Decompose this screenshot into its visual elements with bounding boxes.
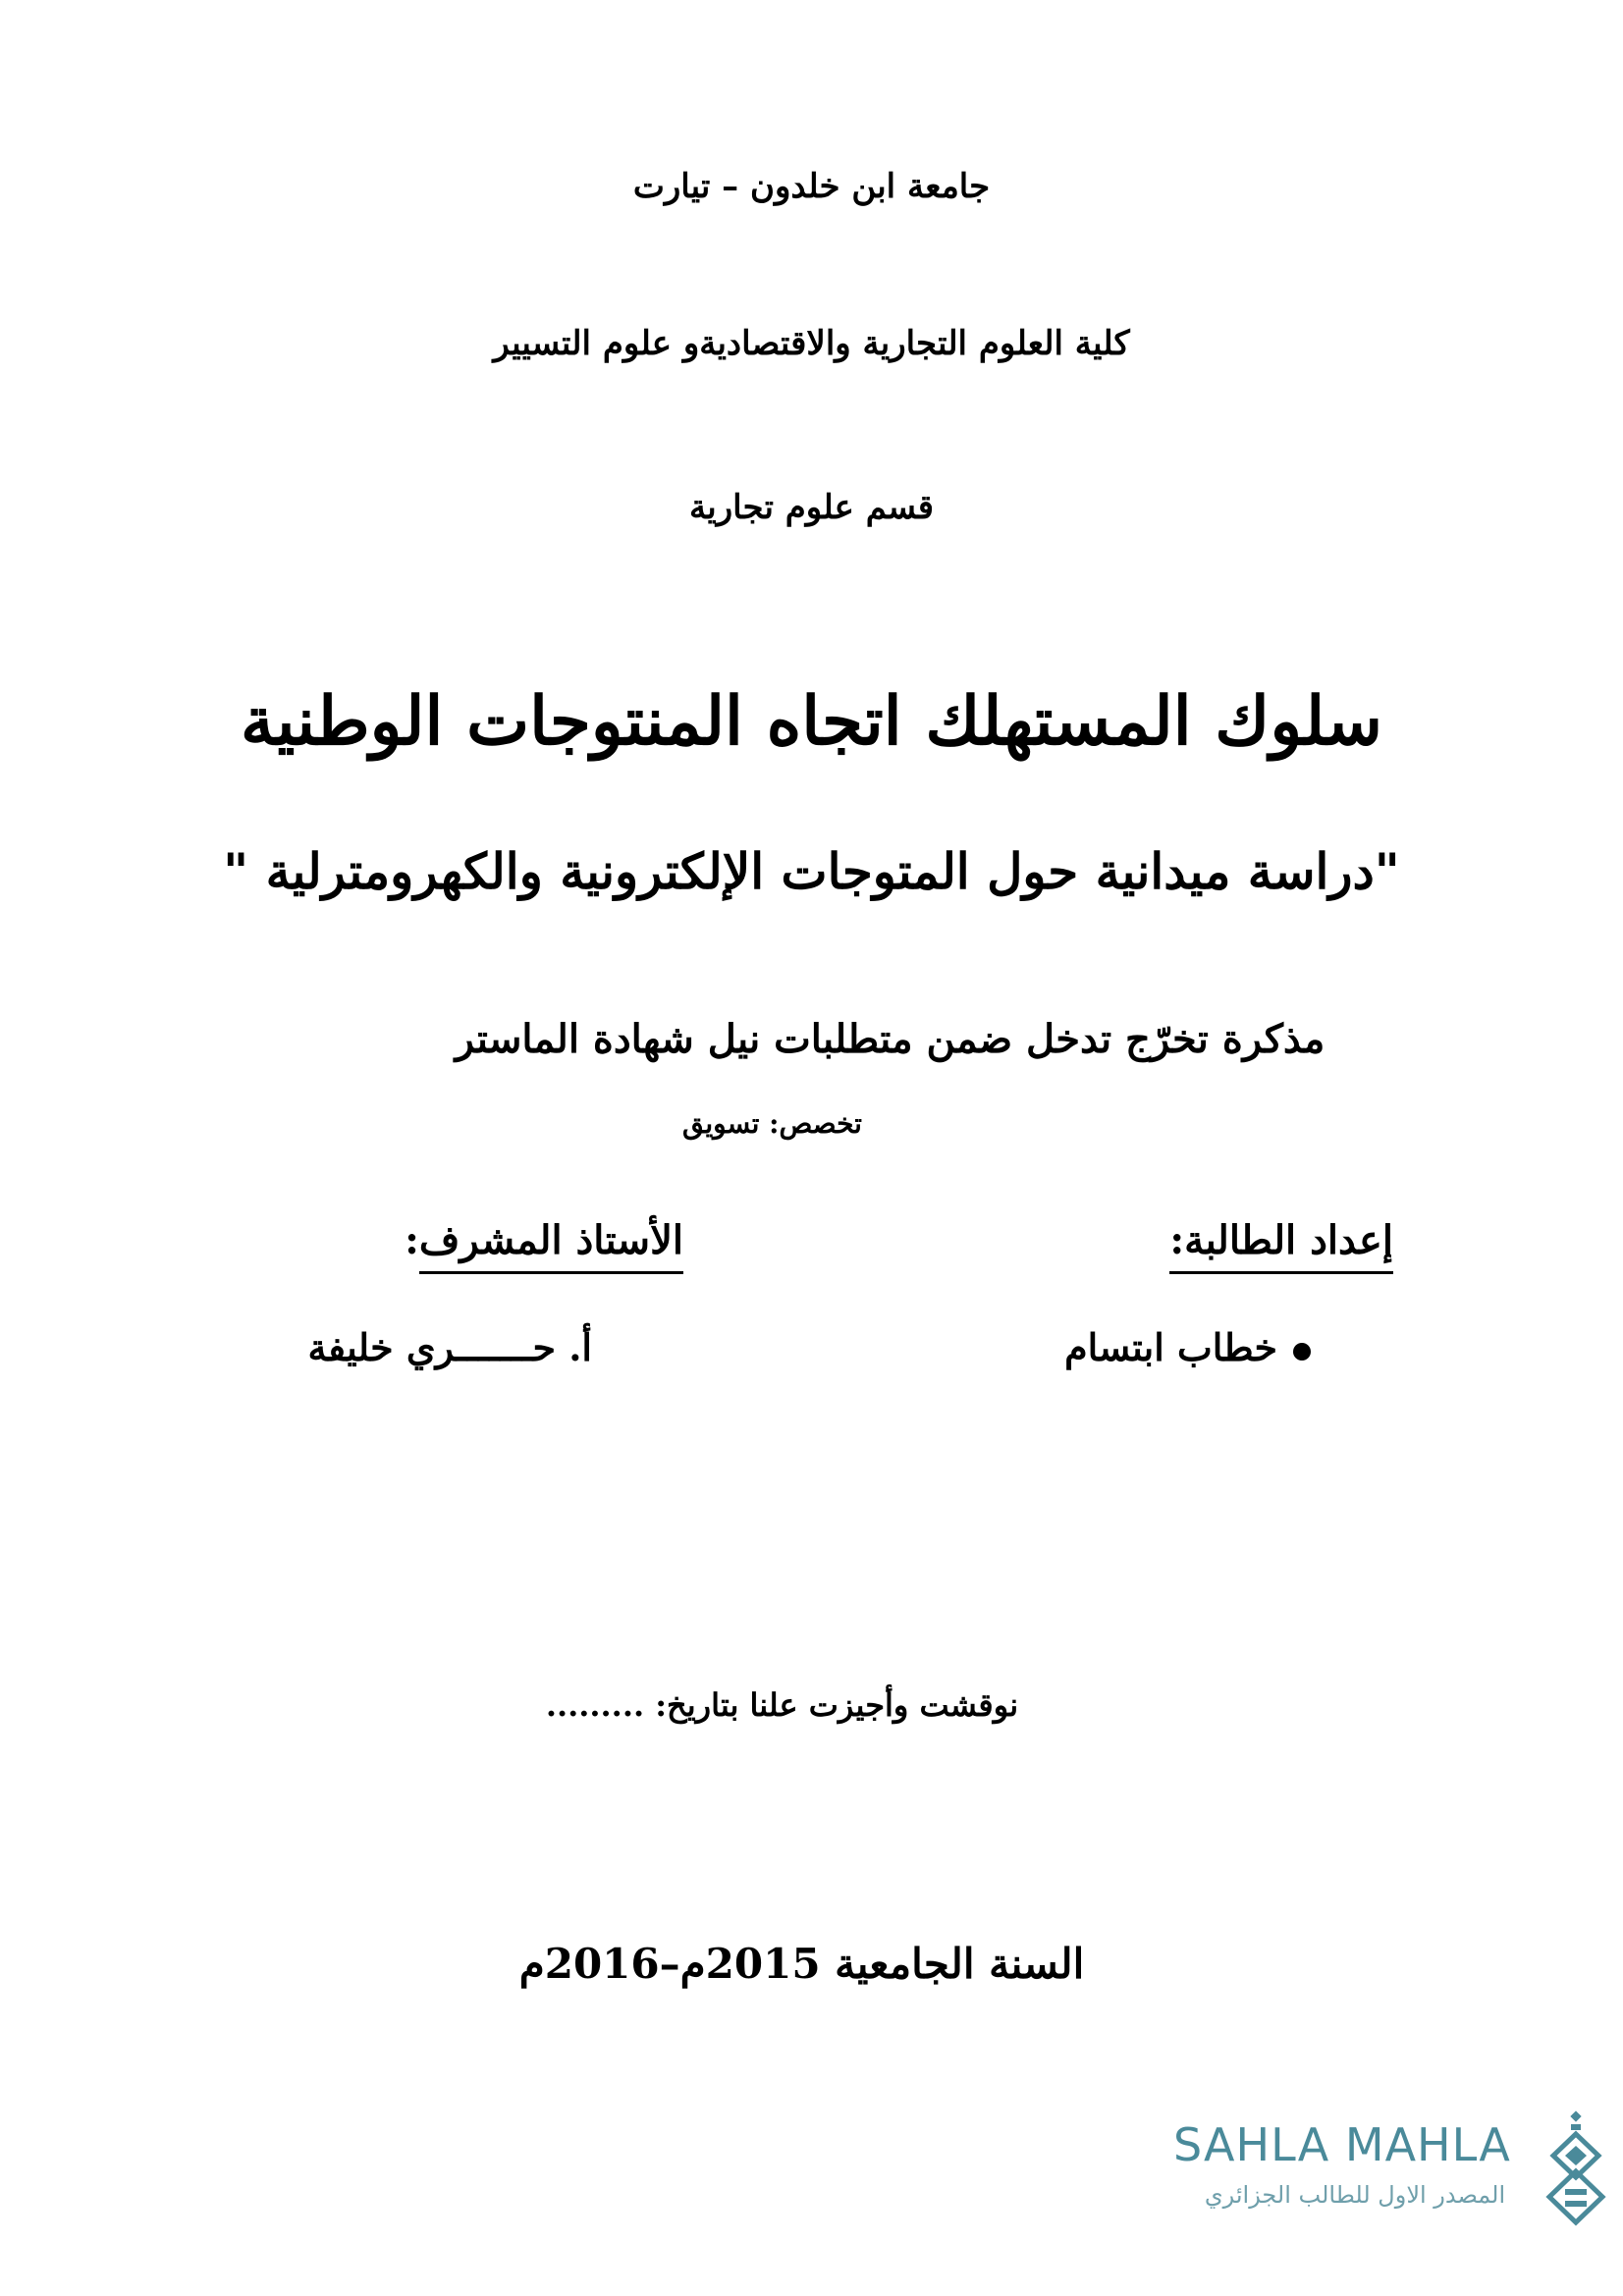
memo-statement: مذكرة تخرّج تدخل ضمن متطلبات نيل شهادة الماستر (455, 1016, 1325, 1062)
student-name-row (1064, 1325, 1311, 1369)
defense-date: نوقشت وأجيزت علنا بتاريخ: ......... (545, 1686, 1019, 1724)
academic-year: السنة الجامعية 2015م–2016م (518, 1940, 1085, 1988)
supervisor-label-text: الأستاذ المشرف (419, 1217, 683, 1274)
bullet-icon (1293, 1343, 1311, 1361)
supervisor-label-colon: : (405, 1217, 419, 1263)
supervisor-label (405, 1217, 683, 1271)
sahla-mahla-logo (1173, 2110, 1615, 2228)
department-name: قسم علوم تجارية (689, 488, 934, 527)
faculty-name: كلية العلوم التجارية والاقتصاديةو علوم التسيير (493, 324, 1130, 363)
student-name: خطاب ابتسام (1064, 1325, 1277, 1369)
thesis-title: سلوك المستهلك اتجاه المنتوجات الوطنية (241, 682, 1382, 761)
student-label: إعداد الطالبة: (1169, 1217, 1393, 1274)
supervisor-name: أ. حـــــــري خليفة (307, 1325, 592, 1369)
thesis-subtitle: "دراسة ميدانية حول المتوجات الإلكترونية والكهرومترلية " (223, 842, 1400, 900)
specialty: تخصص: تسويق (682, 1107, 862, 1140)
logo-brand: SAHLA MAHLA (1173, 2118, 1511, 2171)
sahla-mahla-emblem-icon (1542, 2110, 1610, 2228)
university-name: جامعة ابن خلدون – تيارت (632, 167, 991, 206)
logo-tagline: المصدر الاول للطالب الجزائري (1204, 2181, 1506, 2209)
